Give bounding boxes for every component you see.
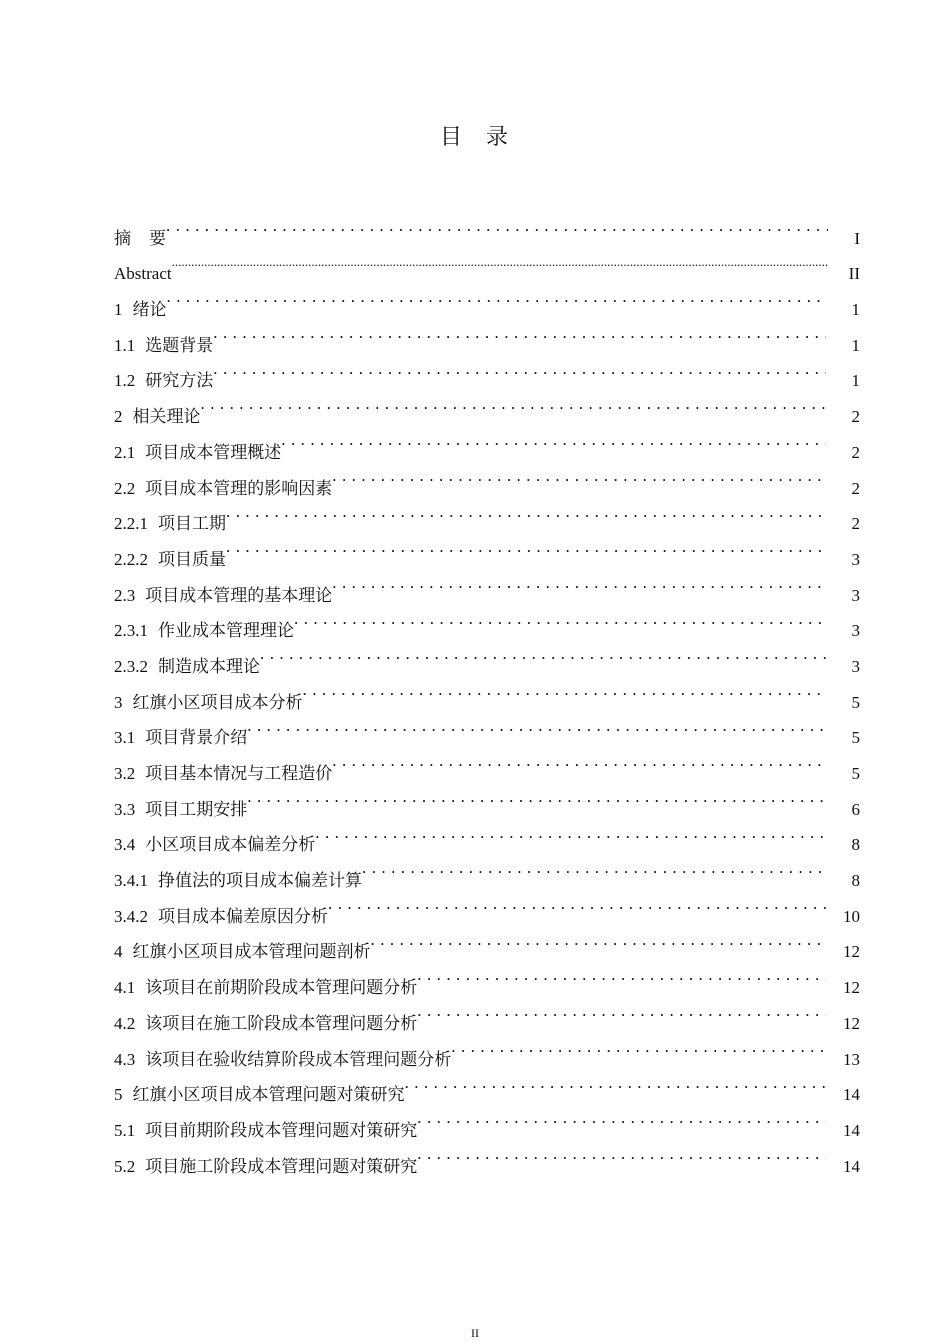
toc-entry-text: 项目施工阶段成本管理问题对策研究	[145, 1156, 418, 1176]
toc-entry-label	[114, 792, 247, 828]
toc-entry[interactable]	[114, 351, 860, 391]
toc-entry-label	[114, 328, 213, 364]
toc-entry-text: 项目前期阶段成本管理问题对策研究	[145, 1120, 418, 1140]
toc-entry-page-number: 3	[851, 656, 860, 676]
toc-entry[interactable]	[114, 422, 860, 462]
toc-entry-text: 该项目在施工阶段成本管理问题分析	[145, 1013, 418, 1033]
toc-entry-label	[114, 1149, 417, 1185]
toc-entry-page-number: 1	[851, 300, 860, 320]
toc-entry-label	[114, 1042, 451, 1078]
toc-entry-number: 2.3.1	[114, 621, 148, 641]
toc-entry-page-number: 5	[851, 728, 860, 748]
toc-entry-number: 2.2.1	[114, 514, 148, 534]
footer-page-number: II	[471, 1326, 479, 1340]
toc-entry-text: 摘 要	[114, 228, 166, 248]
toc-entry-page-number: 2	[851, 442, 860, 462]
toc-dot-leader	[332, 743, 826, 779]
toc-dot-leader	[213, 351, 826, 387]
toc-dot-leader	[303, 672, 827, 708]
toc-entry[interactable]	[114, 315, 860, 355]
toc-entry-text: 项目质量	[158, 549, 226, 569]
toc-dot-leader	[226, 529, 826, 565]
toc-dot-leader	[247, 708, 826, 744]
toc-entry[interactable]	[114, 494, 860, 534]
toc-entry-text: 小区项目成本偏差分析	[145, 835, 316, 855]
toc-dot-leader	[371, 922, 827, 958]
toc-entry[interactable]	[114, 386, 860, 427]
toc-entry-number: 3.4.2	[114, 906, 148, 926]
toc-entry-label	[114, 970, 417, 1006]
toc-entry-number: 1.2	[114, 371, 136, 391]
toc-dot-leader	[213, 315, 826, 351]
toc-entry-text: 项目成本偏差原因分析	[158, 906, 328, 926]
toc-entry-number: 3.2	[114, 764, 136, 783]
toc-entry-page-number: 3	[851, 549, 860, 569]
toc-entry-label	[114, 542, 226, 578]
toc-entry-label	[114, 1077, 405, 1113]
toc-entry-number: 1.1	[114, 335, 136, 355]
toc-entry-page-number: 8	[851, 871, 860, 891]
toc-dot-leader	[332, 458, 826, 494]
toc-entry-label	[114, 899, 328, 935]
toc-entry-text: 相关理论	[132, 407, 201, 427]
toc-entry-number: 3.4	[114, 835, 136, 855]
toc-entry-page-number: 1	[851, 335, 860, 355]
toc-entry-page-number: 1	[851, 371, 860, 391]
toc-entry-text: 制造成本理论	[158, 656, 260, 676]
toc-entry-label	[114, 399, 201, 435]
toc-entry-page-number: 2	[851, 478, 860, 498]
toc-dot-leader	[247, 779, 826, 815]
toc-entry-number: 2.2	[114, 478, 136, 498]
toc-entry-text: 项目成本管理的基本理论	[145, 585, 333, 605]
toc-entry-page-number: II	[848, 264, 860, 284]
toc-entry-number: 3	[114, 692, 123, 712]
toc-entry-label	[114, 221, 166, 257]
toc-entry-number: 5.2	[114, 1156, 136, 1176]
toc-title-char-2: 录	[486, 125, 511, 150]
toc-entry-text: 作业成本管理理论	[158, 621, 294, 641]
toc-entry-label	[114, 435, 281, 471]
toc-entry-number: 1	[114, 300, 123, 320]
toc-entry-number: 2.3.2	[114, 656, 148, 676]
toc-entry-page-number: 2	[851, 514, 860, 534]
toc-entry-text: 项目成本管理的影响因素	[145, 478, 333, 498]
toc-entry-label	[114, 934, 371, 970]
toc-entry-number: 4.3	[114, 1049, 136, 1069]
toc-dot-leader	[315, 815, 826, 851]
toc-entry[interactable]	[114, 529, 860, 569]
toc-entry-text: 项目工期安排	[145, 799, 248, 819]
toc-dot-leader	[451, 1029, 826, 1065]
toc-dot-leader	[332, 565, 826, 601]
toc-entry-text: 该项目在前期阶段成本管理问题分析	[145, 978, 418, 998]
toc-entry[interactable]	[114, 208, 860, 248]
toc-entry-page-number: 14	[843, 1156, 860, 1176]
toc-entry-number: 2.2.2	[114, 549, 148, 569]
toc-dot-leader	[166, 208, 828, 244]
toc-entry-page-number: 6	[851, 799, 860, 819]
toc-entry-number: 4.1	[114, 978, 136, 998]
toc-dot-leader	[417, 1136, 826, 1172]
toc-entry-text: 项目背景介绍	[145, 728, 248, 748]
toc-dot-leader	[201, 386, 827, 422]
toc-entry[interactable]	[114, 244, 860, 284]
toc-dot-leader	[362, 850, 826, 886]
toc-entry-page-number: I	[854, 228, 860, 248]
toc-entry-page-number: 12	[843, 1013, 860, 1033]
toc-title	[0, 120, 950, 151]
toc-entry-text: 选题背景	[145, 335, 214, 355]
toc-dot-leader	[417, 1100, 826, 1136]
toc-entry-page-number: 13	[843, 1049, 860, 1069]
toc-entry-page-number: 3	[851, 585, 860, 605]
toc-entry-text: 项目成本管理概述	[145, 442, 282, 462]
toc-entry-text: 研究方法	[145, 371, 214, 391]
toc-dot-leader	[281, 422, 826, 458]
toc-entry-page-number: 12	[843, 942, 860, 962]
toc-dot-leader	[167, 279, 827, 315]
toc-entry-page-number: 14	[843, 1085, 860, 1105]
toc-entry-label	[114, 1006, 417, 1042]
toc-entry-page-number: 14	[843, 1120, 860, 1140]
toc-entry-number: 3.3	[114, 799, 136, 819]
toc-entry-label	[114, 363, 213, 399]
toc-dot-leader	[405, 1065, 827, 1101]
toc-entry-label	[114, 649, 260, 685]
toc-entry-page-number: 5	[851, 764, 860, 783]
toc-dot-leader	[294, 601, 826, 637]
toc-entry-text: 项目基本情况与工程造价	[145, 764, 333, 783]
toc-dot-leader	[417, 957, 826, 993]
toc-dot-leader	[417, 993, 826, 1029]
table-of-contents	[114, 208, 860, 1176]
toc-entry-number: 2.3	[114, 585, 136, 605]
toc-entry-label	[114, 1113, 417, 1149]
toc-entry-text: Abstract	[114, 264, 172, 284]
toc-entry-text: 绪论	[132, 300, 167, 320]
toc-entry-label	[114, 506, 226, 542]
toc-entry-label	[114, 863, 362, 899]
toc-entry-label	[114, 827, 315, 863]
toc-entry-text: 红旗小区项目成本分析	[132, 692, 303, 712]
toc-entry-page-number: 8	[851, 835, 860, 855]
toc-entry-page-number: 5	[851, 692, 860, 712]
toc-entry-text: 项目工期	[158, 514, 226, 534]
toc-entry-label	[114, 720, 247, 756]
toc-entry-number: 3.1	[114, 728, 136, 748]
toc-entry-number: 5	[114, 1085, 123, 1105]
toc-entry[interactable]	[114, 279, 860, 320]
toc-entry-label	[114, 256, 172, 292]
toc-dot-leader	[260, 636, 826, 672]
toc-entry-number: 2.1	[114, 442, 136, 462]
toc-entry-label	[114, 292, 167, 328]
toc-entry-page-number: 12	[843, 978, 860, 998]
toc-entry-number: 4	[114, 942, 123, 962]
toc-entry-number: 3.4.1	[114, 871, 148, 891]
toc-entry-page-number: 10	[843, 906, 860, 926]
toc-title-char-1: 目	[439, 125, 464, 150]
toc-entry-page-number: 3	[851, 621, 860, 641]
toc-dot-leader	[172, 244, 828, 280]
toc-entry-page-number: 2	[851, 407, 860, 427]
toc-entry-text: 红旗小区项目成本管理问题对策研究	[132, 1085, 405, 1105]
toc-entry-number: 5.1	[114, 1120, 136, 1140]
toc-entry-number: 4.2	[114, 1013, 136, 1033]
toc-dot-leader	[328, 886, 826, 922]
toc-entry-text: 挣值法的项目成本偏差计算	[158, 871, 362, 891]
toc-dot-leader	[226, 494, 826, 530]
toc-entry-text: 红旗小区项目成本管理问题剖析	[132, 942, 371, 962]
toc-entry-number: 2	[114, 407, 123, 427]
toc-entry-text: 该项目在验收结算阶段成本管理问题分析	[145, 1049, 452, 1069]
